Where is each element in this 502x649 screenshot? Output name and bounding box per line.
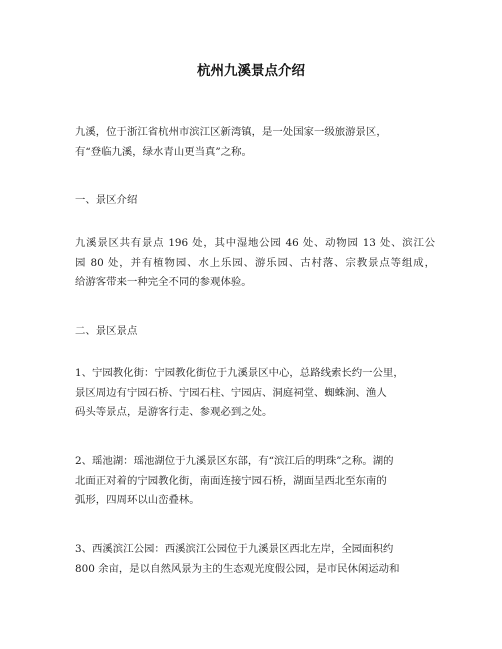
paragraph-line: 北面正对着的宁园教化街，南面连接宁园石桥，湖面呈西北至东南的 <box>75 474 387 487</box>
paragraph-line: 800 余亩，是以自然风景为主的生态观光度假公园，是市民休闲运动和 <box>75 562 400 575</box>
paragraph-line: 园 80 处，并有植物园、水上乐园、游乐园、古村落、宗教景点等组成， <box>75 256 435 269</box>
section-heading <box>75 191 435 211</box>
section-1-paragraph <box>75 234 435 293</box>
list-item <box>75 452 435 511</box>
paragraph-line: 码头等景点，是游客行走、参观必到之处。 <box>75 406 273 419</box>
paragraph-line: 弧形，四周环以山峦叠林。 <box>75 494 200 507</box>
section-heading <box>75 322 435 342</box>
section-2-heading: 二、景区景点 <box>75 325 138 337</box>
section-1-heading: 一、景区介绍 <box>75 194 138 206</box>
paragraph-line: 有“登临九溪，绿水青山更当真”之称。 <box>75 145 252 158</box>
intro-paragraph <box>75 123 435 162</box>
list-item <box>75 540 435 579</box>
paragraph-line: 给游客带来一种完全不同的参观体验。 <box>75 276 252 289</box>
paragraph-line: 1、宁园教化街：宁园教化街位于九溪景区中心，总路线索长约一公里， <box>75 367 404 379</box>
paragraph-line: 景区周边有宁园石桥、宁园石柱、宁园店、洞庭祠堂、蜘蛛涧、渔人 <box>75 386 387 399</box>
paragraph-line: 2、瑶池湖：瑶池湖位于九溪景区东部，有“滨江后的明珠”之称。湖的 <box>75 455 394 467</box>
list-item <box>75 364 435 423</box>
document-title: 杭州九溪景点介绍 <box>197 63 305 79</box>
paragraph-line: 九溪景区共有景点 196 处，其中湿地公园 46 处、动物园 13 处、滨江公 <box>75 237 435 249</box>
paragraph-line: 九溪，位于浙江省杭州市滨江区新湾镇，是一处国家一级旅游景区， <box>75 126 387 138</box>
paragraph-line: 3、西溪滨江公园：西溪滨江公园位于九溪景区西北左岸，全园面积约 <box>75 543 394 555</box>
